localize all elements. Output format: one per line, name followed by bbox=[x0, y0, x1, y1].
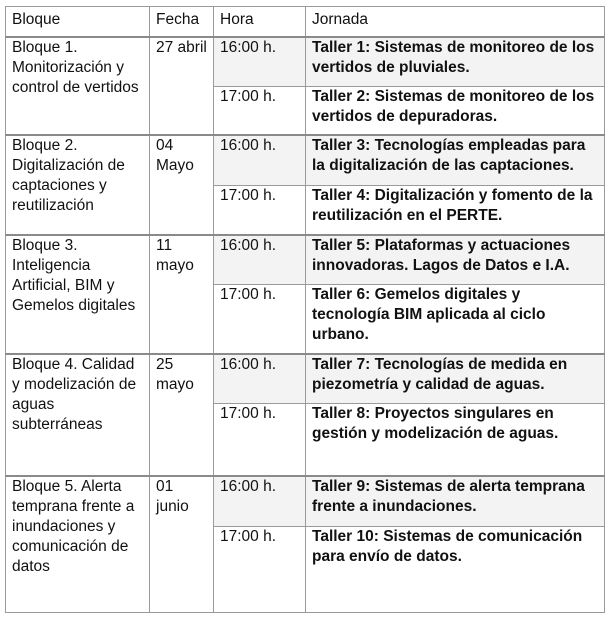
taller-cell: Taller 9: Sistemas de alerta temprana frente a inundaciones. bbox=[306, 476, 605, 526]
fecha-cell: 04 Mayo bbox=[150, 135, 214, 235]
taller-cell: Taller 10: Sistemas de comunicación para envío de datos. bbox=[306, 526, 605, 612]
taller-cell: Taller 1: Sistemas de monitoreo de los vertidos de pluviales. bbox=[306, 37, 605, 86]
taller-cell: Taller 3: Tecnologías empleadas para la digitalización de las captaciones. bbox=[306, 135, 605, 185]
fecha-cell: 11 mayo bbox=[150, 235, 214, 354]
bloque-cell: Bloque 3. Inteligencia Artificial, BIM y Gemelos digitales bbox=[6, 235, 150, 354]
taller-cell: Taller 8: Proyectos singulares en gestión y modelización de aguas. bbox=[306, 403, 605, 476]
table-row bbox=[6, 37, 605, 86]
hora-cell: 16:00 h. bbox=[214, 135, 306, 185]
header-row bbox=[6, 7, 605, 38]
fecha-cell: 27 abril bbox=[150, 37, 214, 135]
fecha-cell: 01 junio bbox=[150, 476, 214, 612]
bloque-cell: Bloque 2. Digitalización de captaciones y reutilización bbox=[6, 135, 150, 235]
hora-cell: 17:00 h. bbox=[214, 403, 306, 476]
bloque-cell: Bloque 5. Alerta temprana frente a inundaciones y comunicación de datos bbox=[6, 476, 150, 612]
schedule-table bbox=[5, 6, 605, 613]
header-fecha: Fecha bbox=[150, 7, 214, 38]
header-hora: Hora bbox=[214, 7, 306, 38]
hora-cell: 16:00 h. bbox=[214, 354, 306, 403]
taller-cell: Taller 7: Tecnologías de medida en piezometría y calidad de aguas. bbox=[306, 354, 605, 403]
taller-cell: Taller 5: Plataformas y actuaciones innovadoras. Lagos de Datos e I.A. bbox=[306, 235, 605, 284]
hora-cell: 16:00 h. bbox=[214, 476, 306, 526]
hora-cell: 17:00 h. bbox=[214, 86, 306, 135]
table-row bbox=[6, 476, 605, 526]
header-jornada: Jornada bbox=[306, 7, 605, 38]
hora-cell: 16:00 h. bbox=[214, 235, 306, 284]
taller-cell: Taller 4: Digitalización y fomento de la reutilización en el PERTE. bbox=[306, 185, 605, 235]
taller-cell: Taller 6: Gemelos digitales y tecnología BIM aplicada al ciclo urbano. bbox=[306, 284, 605, 354]
hora-cell: 17:00 h. bbox=[214, 284, 306, 354]
hora-cell: 17:00 h. bbox=[214, 185, 306, 235]
hora-cell: 17:00 h. bbox=[214, 526, 306, 612]
table-row bbox=[6, 235, 605, 284]
bloque-cell: Bloque 1. Monitorización y control de vertidos bbox=[6, 37, 150, 135]
hora-cell: 16:00 h. bbox=[214, 37, 306, 86]
fecha-cell: 25 mayo bbox=[150, 354, 214, 476]
header-bloque: Bloque bbox=[6, 7, 150, 38]
table-row bbox=[6, 135, 605, 185]
taller-cell: Taller 2: Sistemas de monitoreo de los vertidos de depuradoras. bbox=[306, 86, 605, 135]
bloque-cell: Bloque 4. Calidad y modelización de aguas subterráneas bbox=[6, 354, 150, 476]
table-row bbox=[6, 354, 605, 403]
